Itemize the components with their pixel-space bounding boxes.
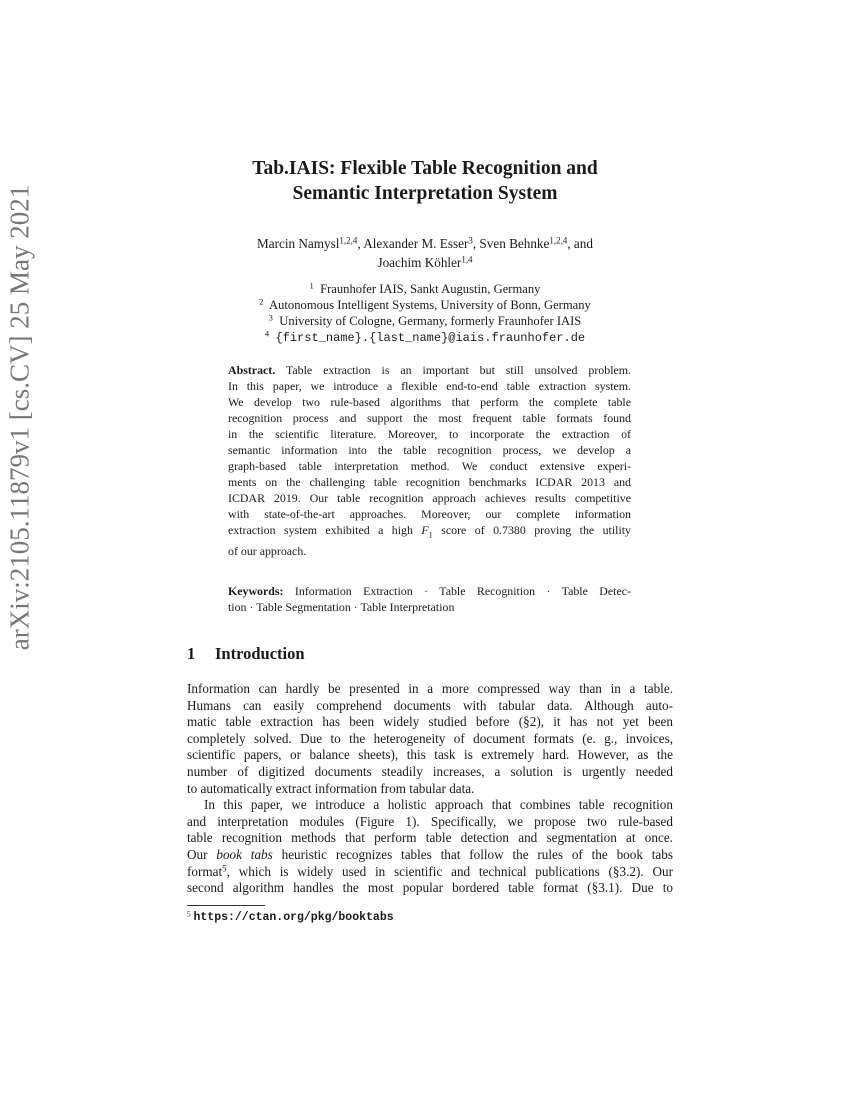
abstract-label: Abstract. (228, 363, 276, 377)
keywords: Keywords: Information Extraction · Table Recognition · Table Detec- tion · Table Segmentation · Table Interpretation (228, 584, 631, 614)
author-list (0, 234, 850, 272)
abstract-line: semantic information into the table recognition process, we develop a (228, 443, 631, 457)
abstract-line: in the scientific literature. Moreover, to incorporate the extraction of (228, 427, 631, 441)
author-affil-sup: 3 (468, 235, 473, 246)
body-line: and interpretation modules (Figure 1). Specifically, we propose two rule-based (187, 813, 673, 829)
introduction-body (187, 681, 673, 897)
separator: , (357, 236, 364, 251)
footnote-ref[interactable]: 5 (222, 863, 227, 874)
affiliation: $^3$ University of Cologne, Germany, formerly Fraunhofer IAIS (268, 312, 582, 328)
affiliation: $^1$ Fraunhofer IAIS, Sankt Augustin, Germany (309, 280, 541, 296)
abstract (228, 362, 631, 559)
body-line: number of digitized documents steadily increases, a solution is urgently needed (187, 763, 673, 779)
body-line: format$^5$, which is widely used in scientific and technical publications (§3.2). Our (187, 863, 673, 879)
abstract-line: graph-based table interpretation method. We conduct extensive experi- (228, 459, 631, 473)
f1-symbol: F (421, 523, 429, 537)
body-line: matic table extraction has been widely studied before (§2), it has not yet been (187, 714, 673, 730)
body-line: completely solved. Due to the heterogeneity of document formats (e. g., invoices, (187, 730, 673, 746)
title-line: Tab.IAIS: Flexible Table Recognition and (252, 158, 598, 179)
separator: , (472, 236, 480, 251)
abstract-line: We develop two rule-based algorithms that perform the complete table (228, 395, 631, 409)
abstract-line: of our approach. (228, 544, 307, 559)
abstract-line: ICDAR 2019. Our table recognition approach achieves results competitive (228, 491, 631, 505)
affiliation: $^2$ Autonomous Intelligent Systems, University of Bonn, Germany (259, 296, 591, 312)
author-name: Joachim Köhler (377, 255, 462, 270)
abstract-line: In this paper, we introduce a flexible end-to-end table extraction system. (228, 379, 631, 393)
author-name: Alexander M. Esser (363, 236, 469, 251)
abstract-line: recognition process and support the most frequent table formats found (228, 411, 631, 425)
affiliation-email: $^4$ {first_name}.{last_name}@iais.fraunhofer.de (264, 328, 586, 345)
keywords-label: Keywords: (228, 584, 284, 598)
body-line: second algorithm handles the most popular bordered table format (§3.1). Due to (187, 880, 673, 896)
author-affil-sup: 1,2,4 (339, 235, 358, 246)
abstract-line: ments on the challenging table recognition benchmarks ICDAR 2013 and (228, 475, 631, 489)
body-line: table recognition methods that perform table detection and segmentation at once. (187, 830, 673, 846)
affiliations (0, 281, 850, 346)
author-affil-sup: 1,4 (461, 254, 473, 265)
author-name: Marcin Namysl (257, 236, 340, 251)
author-affil-sup: 1,2,4 (549, 235, 568, 246)
body-line: Humans can easily comprehend documents with tabular data. Although auto- (187, 697, 673, 713)
footnote-divider (187, 905, 265, 906)
keywords-line: tion · Table Segmentation · Table Interpretation (228, 599, 455, 614)
title-line: Semantic Interpretation System (292, 183, 558, 204)
body-line: Information can hardly be presented in a more compressed way than in a table. (187, 681, 673, 696)
body-line: to automatically extract information from tabular data. (187, 780, 475, 796)
section-heading: 1 Introduction (187, 644, 305, 663)
author-name: Sven Behnke (479, 236, 550, 251)
abstract-line: extraction system exhibited a high $F_1$ score of 0.7380 proving the utility (228, 523, 631, 540)
footnote: $^5$ https://ctan.org/pkg/booktabs (187, 909, 394, 924)
body-line: scientific papers, or balance sheets), this task is extremely hard. However, as the (187, 747, 673, 763)
paper-title (0, 156, 850, 206)
footnote-link[interactable]: https://ctan.org/pkg/booktabs (193, 911, 394, 924)
arxiv-identifier: arXiv:2105.11879v1 [cs.CV] 25 May 2021 (4, 184, 35, 651)
abstract-line: with state-of-the-art approaches. Moreover, our complete information (228, 507, 631, 521)
body-line: In this paper, we introduce a holistic approach that combines table recognition (204, 797, 673, 813)
separator: , and (567, 236, 593, 251)
abstract-line: Table extraction is an important but still unsolved problem. (285, 363, 631, 377)
body-line: Our book tabs heuristic recognizes tables that follow the rules of the book tabs (187, 846, 674, 862)
